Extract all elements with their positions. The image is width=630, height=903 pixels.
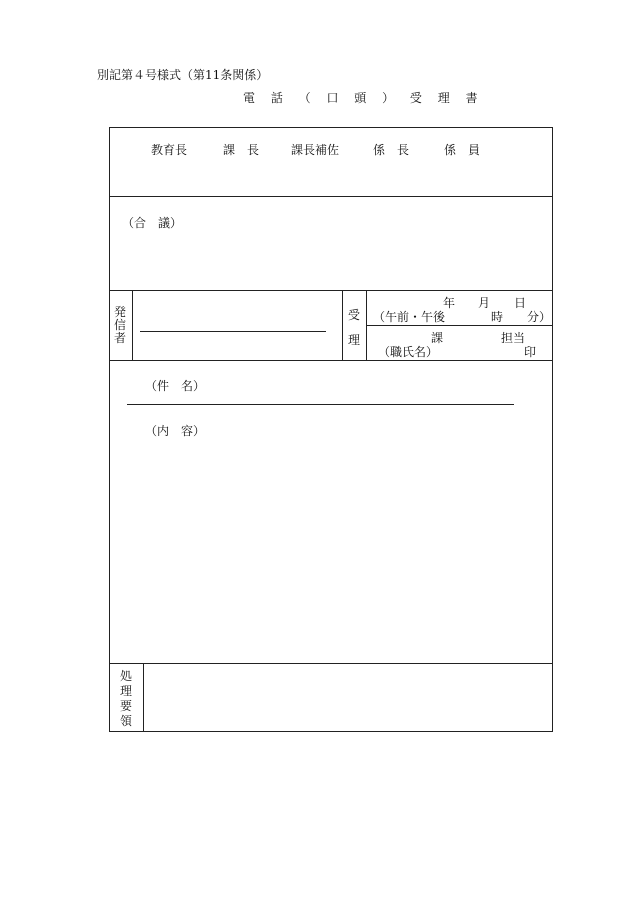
telephone-receipt-form	[109, 127, 553, 732]
date-year: 年	[443, 296, 456, 310]
approval-unit-chief: 係 長	[373, 143, 410, 157]
sender-signature-line	[140, 331, 326, 332]
form-number-label: 別記第４号様式（第11条関係）	[97, 68, 269, 82]
divider-approvals	[110, 196, 552, 197]
date-month: 月	[478, 296, 491, 310]
approval-staff: 係 員	[444, 143, 481, 157]
document-title: 電 話 （ 口 頭 ） 受 理 書	[243, 91, 480, 105]
divider-receipt-inner	[366, 325, 552, 326]
time-minute: 分）	[527, 310, 552, 324]
receipt-seal: 印	[524, 345, 537, 359]
divider-content	[110, 663, 552, 664]
time-hour: 時	[491, 310, 504, 324]
sender-label: 発 信 者	[113, 305, 126, 345]
subject-label: （件 名）	[145, 379, 206, 393]
divider-sender-row	[110, 360, 552, 361]
receipt-name-title: （職氏名）	[378, 345, 439, 359]
consultation-label: （合 議）	[122, 216, 183, 230]
subject-line	[127, 404, 514, 405]
receipt-section: 課	[431, 331, 444, 345]
receipt-label-1: 受	[348, 308, 361, 322]
approval-section-chief: 課 長	[223, 143, 260, 157]
date-day: 日	[514, 296, 527, 310]
divider-sender-area	[342, 290, 343, 360]
receipt-in-charge: 担当	[501, 331, 526, 345]
processing-guideline-label: 処 理 要 領	[119, 669, 132, 728]
divider-processing-label	[143, 663, 144, 732]
time-ampm: （午前・午後	[373, 310, 446, 324]
divider-consultation	[110, 290, 552, 291]
receipt-label-2: 理	[348, 333, 361, 347]
approval-superintendent: 教育長	[151, 143, 188, 157]
content-label: （内 容）	[145, 424, 206, 438]
approval-deputy-chief: 課長補佐	[291, 143, 340, 157]
divider-sender-label	[132, 290, 133, 360]
